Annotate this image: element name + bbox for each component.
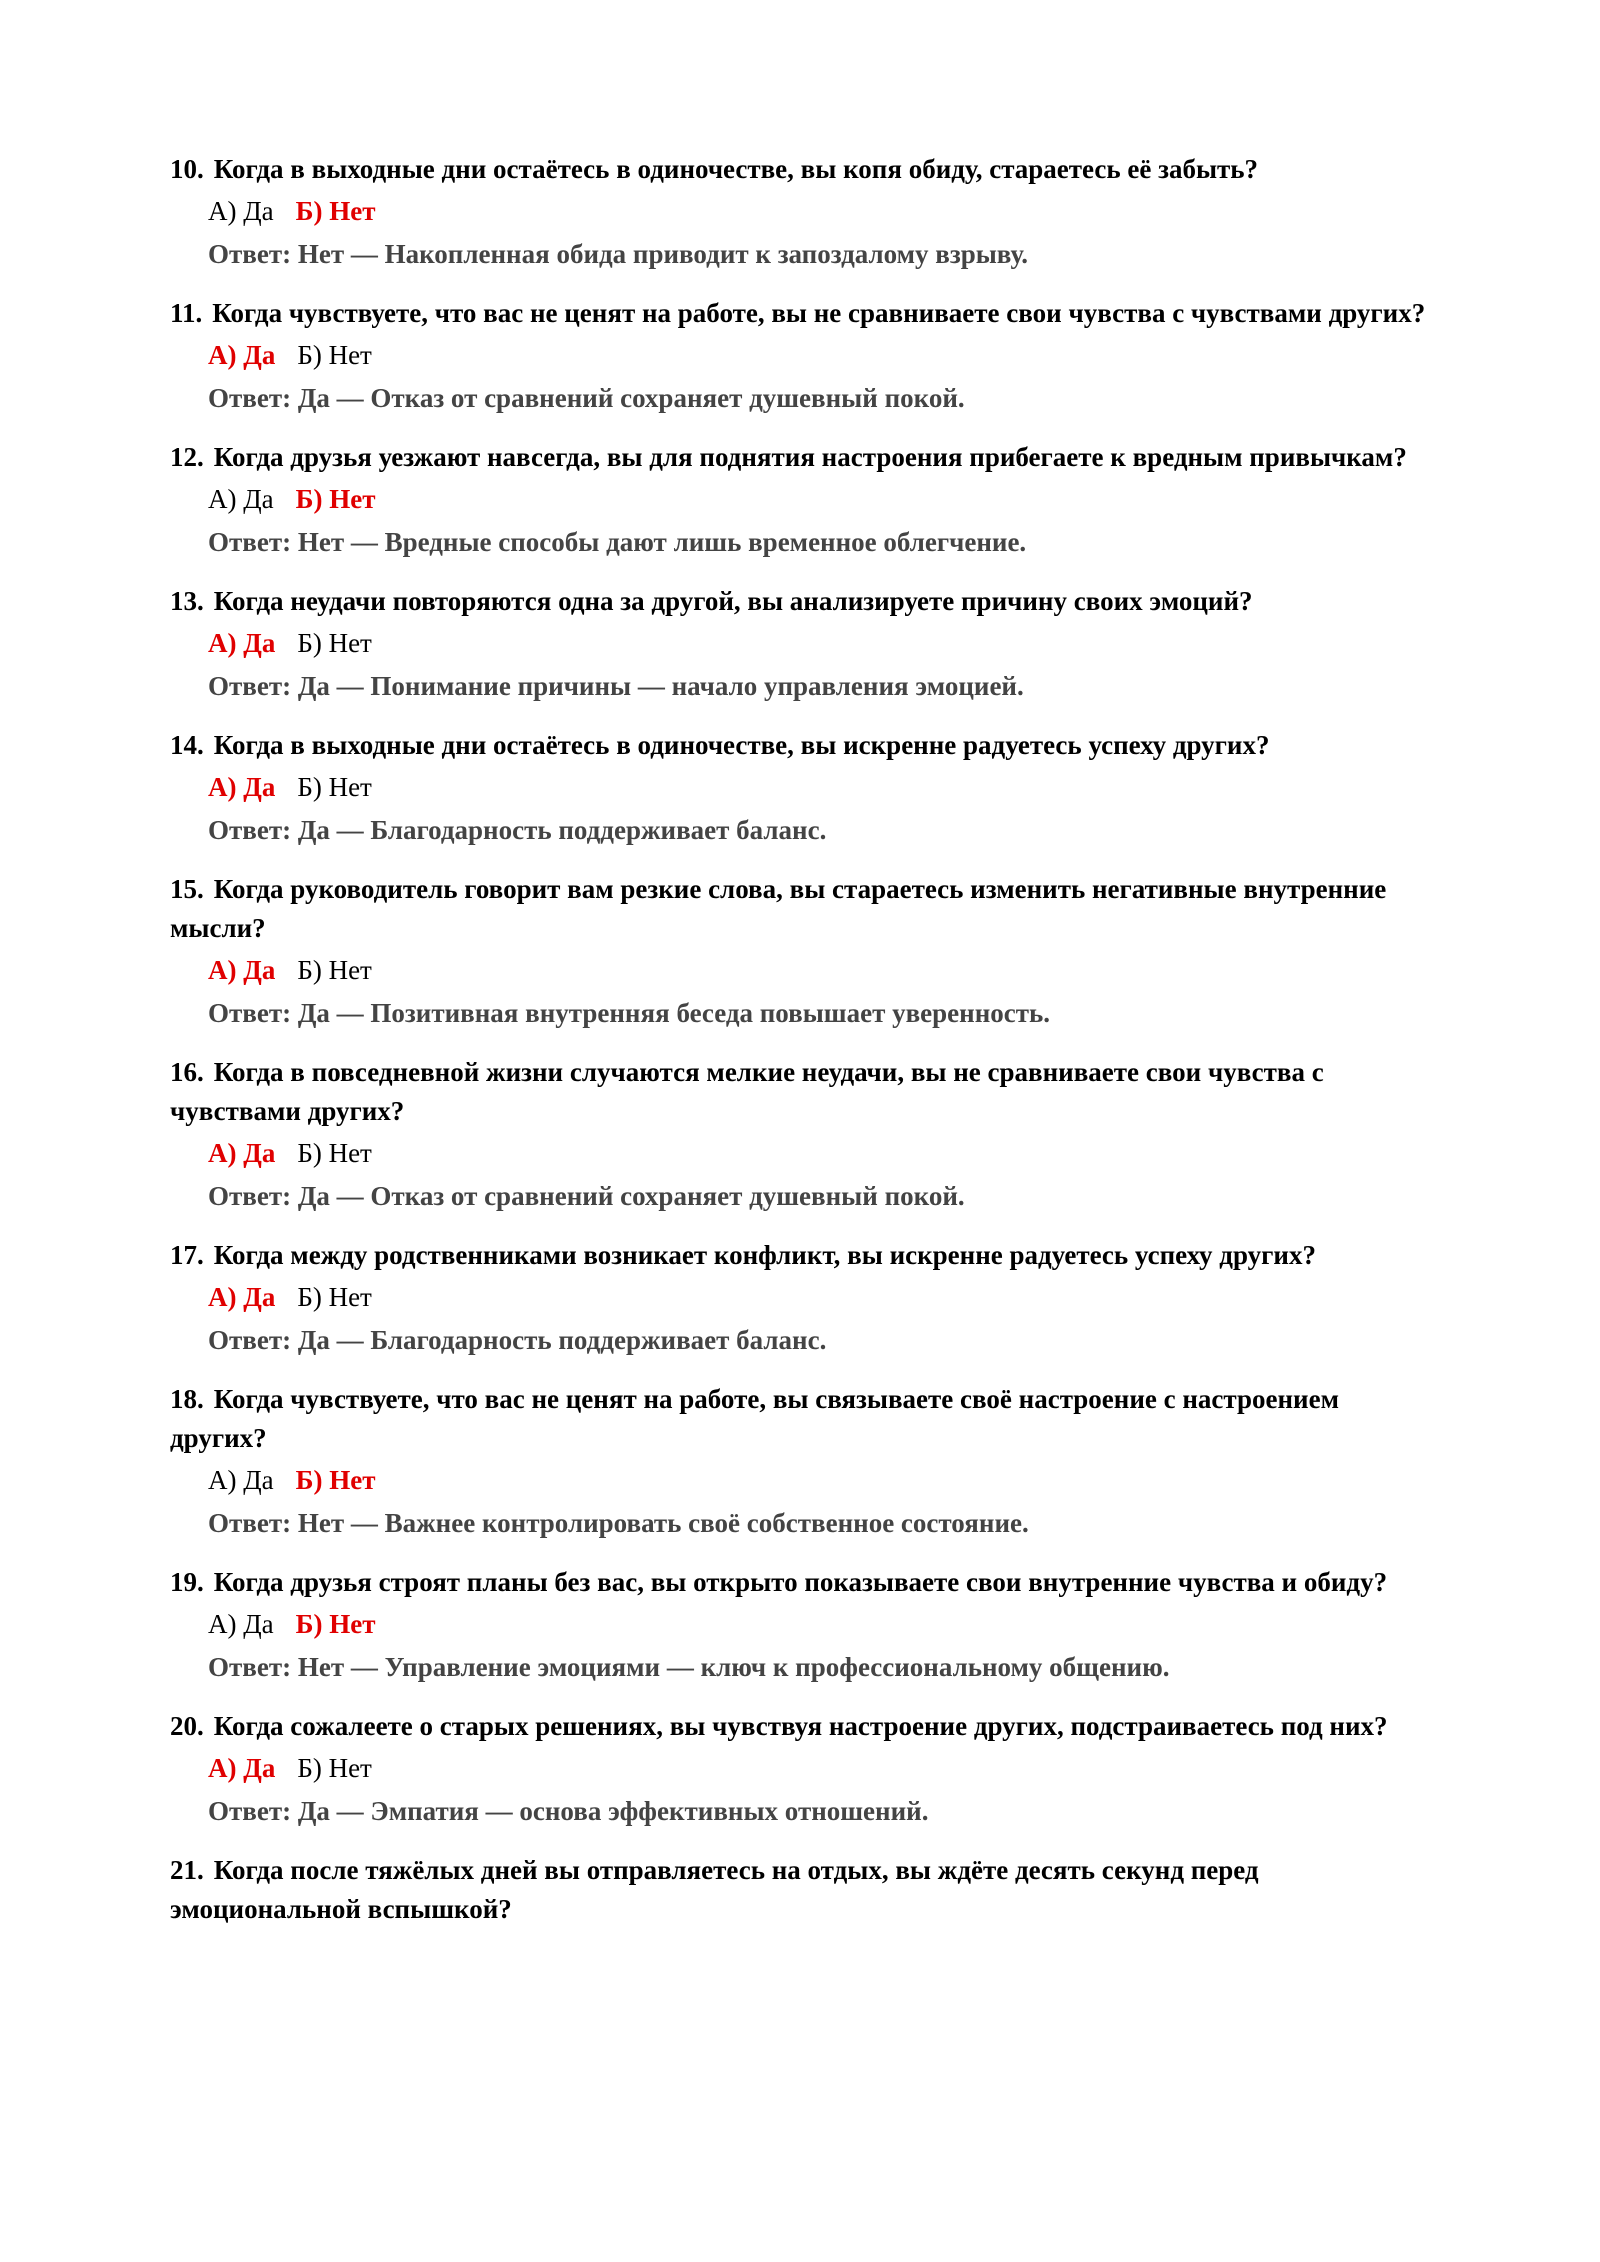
- answer-options: [208, 951, 1440, 989]
- question-text: [170, 150, 1440, 189]
- question-text: [170, 1380, 1440, 1458]
- question-list: [170, 150, 1440, 1950]
- question-body: Когда в выходные дни остаётесь в одиночестве, вы копя обиду, стараетесь её забыть?: [213, 154, 1259, 184]
- answer-explanation: Ответ: Нет — Важнее контролировать своё собственное состояние.: [208, 1508, 1029, 1538]
- question-item: [170, 1851, 1440, 1929]
- option-b: Б) Нет: [297, 340, 372, 370]
- question-number: 17.: [170, 1240, 204, 1270]
- option-b-correct: Б) Нет: [295, 1609, 376, 1639]
- answer-explanation: Ответ: Да — Позитивная внутренняя беседа повышает уверенность.: [208, 998, 1051, 1028]
- answer-options: [208, 192, 1440, 230]
- question-item: [170, 726, 1440, 849]
- option-b: Б) Нет: [297, 1282, 372, 1312]
- option-a-correct: А) Да: [208, 772, 276, 802]
- question-text: [170, 582, 1440, 621]
- question-item: [170, 150, 1440, 273]
- option-a: А) Да: [208, 484, 274, 514]
- answer-options: [208, 768, 1440, 806]
- answer-explanation: Ответ: Да — Благодарность поддерживает баланс.: [208, 815, 827, 845]
- answer-options: [208, 1749, 1440, 1787]
- answer-options: [208, 1461, 1440, 1499]
- question-item: [170, 1236, 1440, 1359]
- question-number: 16.: [170, 1057, 204, 1087]
- answer-explanation: Ответ: Нет — Вредные способы дают лишь временное облегчение.: [208, 527, 1027, 557]
- option-a: А) Да: [208, 196, 274, 226]
- option-a-correct: А) Да: [208, 955, 276, 985]
- question-text: [170, 870, 1440, 948]
- option-a-correct: А) Да: [208, 1282, 276, 1312]
- question-body: Когда неудачи повторяются одна за другой, вы анализируете причину своих эмоций?: [213, 586, 1253, 616]
- answer-options: [208, 624, 1440, 662]
- question-body: Когда после тяжёлых дней вы отправляетесь на отдых, вы ждёте десять секунд перед эмоциональной вспышкой?: [170, 1855, 1259, 1924]
- answer-options: [208, 1605, 1440, 1643]
- question-item: [170, 870, 1440, 1032]
- question-number: 19.: [170, 1567, 204, 1597]
- question-text: [170, 1707, 1440, 1746]
- question-text: [170, 1236, 1440, 1275]
- question-body: Когда в повседневной жизни случаются мелкие неудачи, вы не сравниваете свои чувства с чувствами других?: [170, 1057, 1324, 1126]
- question-number: 20.: [170, 1711, 204, 1741]
- question-body: Когда друзья уезжают навсегда, вы для поднятия настроения прибегаете к вредным привычкам?: [213, 442, 1407, 472]
- answer-options: [208, 480, 1440, 518]
- answer-options: [208, 1134, 1440, 1172]
- question-body: Когда сожалеете о старых решениях, вы чувствуя настроение других, подстраиваетесь под них?: [213, 1711, 1388, 1741]
- question-text: [170, 438, 1440, 477]
- question-number: 21.: [170, 1855, 204, 1885]
- option-a-correct: А) Да: [208, 628, 276, 658]
- question-number: 14.: [170, 730, 204, 760]
- question-body: Когда чувствуете, что вас не ценят на работе, вы не сравниваете свои чувства с чувствами других?: [212, 298, 1426, 328]
- question-body: Когда в выходные дни остаётесь в одиночестве, вы искренне радуетесь успеху других?: [213, 730, 1270, 760]
- answer-explanation: Ответ: Да — Эмпатия — основа эффективных отношений.: [208, 1796, 929, 1826]
- option-b: Б) Нет: [297, 628, 372, 658]
- question-number: 18.: [170, 1384, 204, 1414]
- question-number: 10.: [170, 154, 204, 184]
- option-a-correct: А) Да: [208, 1138, 276, 1168]
- question-number: 12.: [170, 442, 204, 472]
- question-item: [170, 582, 1440, 705]
- answer-explanation: Ответ: Нет — Накопленная обида приводит к запоздалому взрыву.: [208, 239, 1029, 269]
- option-a-correct: А) Да: [208, 340, 276, 370]
- answer-options: [208, 1278, 1440, 1316]
- option-b: Б) Нет: [297, 955, 372, 985]
- question-item: [170, 1707, 1440, 1830]
- question-item: [170, 294, 1440, 417]
- question-text: [170, 1563, 1440, 1602]
- option-b-correct: Б) Нет: [295, 1465, 376, 1495]
- question-item: [170, 1380, 1440, 1542]
- answer-explanation: Ответ: Да — Отказ от сравнений сохраняет душевный покой.: [208, 1181, 965, 1211]
- option-b: Б) Нет: [297, 1753, 372, 1783]
- answer-options: [208, 336, 1440, 374]
- question-text: [170, 726, 1440, 765]
- option-b-correct: Б) Нет: [295, 196, 376, 226]
- option-b: Б) Нет: [297, 772, 372, 802]
- answer-explanation: Ответ: Да — Благодарность поддерживает баланс.: [208, 1325, 827, 1355]
- question-text: [170, 1053, 1440, 1131]
- question-text: [170, 1851, 1440, 1929]
- question-number: 13.: [170, 586, 204, 616]
- question-body: Когда чувствуете, что вас не ценят на работе, вы связываете своё настроение с настроением других?: [170, 1384, 1339, 1453]
- question-item: [170, 1053, 1440, 1215]
- question-body: Когда друзья строят планы без вас, вы открыто показываете свои внутренние чувства и обиду?: [213, 1567, 1388, 1597]
- question-text: [170, 294, 1440, 333]
- option-b-correct: Б) Нет: [295, 484, 376, 514]
- answer-explanation: Ответ: Нет — Управление эмоциями — ключ к профессиональному общению.: [208, 1652, 1170, 1682]
- option-b: Б) Нет: [297, 1138, 372, 1168]
- option-a-correct: А) Да: [208, 1753, 276, 1783]
- answer-explanation: Ответ: Да — Понимание причины — начало управления эмоцией.: [208, 671, 1024, 701]
- option-a: А) Да: [208, 1609, 274, 1639]
- question-body: Когда руководитель говорит вам резкие слова, вы стараетесь изменить негативные внутренние мысли?: [170, 874, 1387, 943]
- question-number: 11.: [170, 298, 203, 328]
- answer-explanation: Ответ: Да — Отказ от сравнений сохраняет душевный покой.: [208, 383, 965, 413]
- question-item: [170, 438, 1440, 561]
- question-body: Когда между родственниками возникает конфликт, вы искренне радуетесь успеху других?: [213, 1240, 1316, 1270]
- question-number: 15.: [170, 874, 204, 904]
- question-item: [170, 1563, 1440, 1686]
- option-a: А) Да: [208, 1465, 274, 1495]
